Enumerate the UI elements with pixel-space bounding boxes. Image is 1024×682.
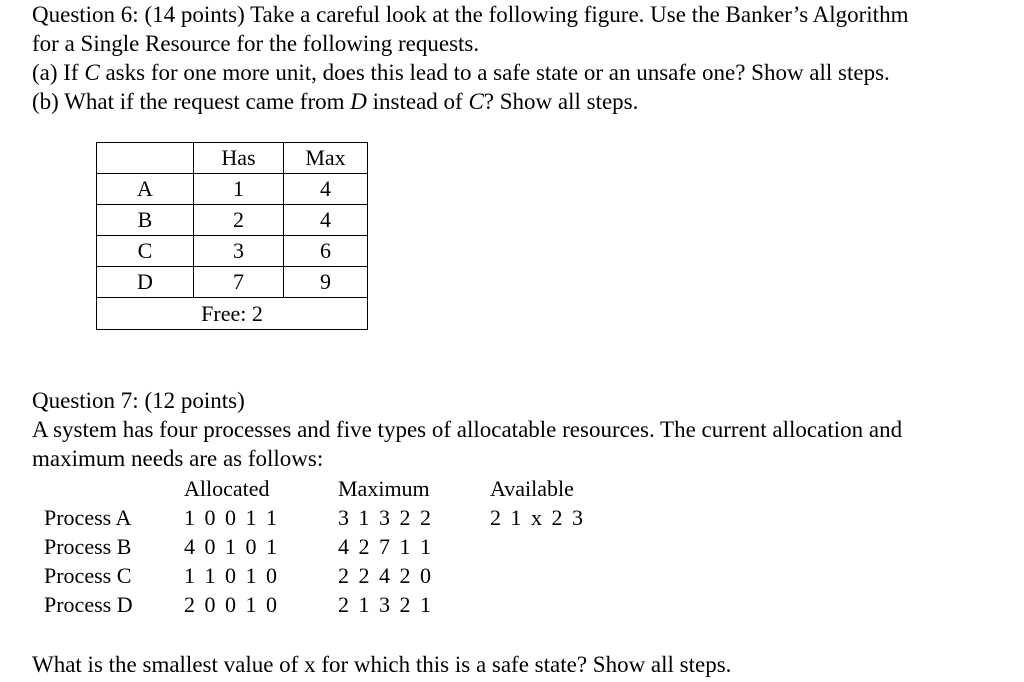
table-row: [97, 236, 368, 267]
q7-final-question: What is the smallest value of x for which this is a safe state? Show all steps.: [32, 652, 732, 677]
process-d-label: Process D: [44, 592, 133, 617]
row-has: 3: [194, 236, 284, 267]
q6-b-text-1: (b) What if the request came from: [32, 89, 351, 114]
q6-b-var-1: D: [350, 89, 367, 114]
row-name: B: [97, 205, 194, 236]
row-has: 1: [194, 174, 284, 205]
header-available: Available: [490, 476, 574, 501]
row-max: 4: [284, 174, 368, 205]
row-max: 6: [284, 236, 368, 267]
process-b-label: Process B: [44, 534, 132, 559]
process-b-allocated: 4 0 1 0 1: [184, 534, 279, 559]
process-a-label: Process A: [44, 505, 132, 530]
q6-line-1: Question 6: (14 points) Take a careful look at the following figure. Use the Banker’s Algorithm: [32, 2, 909, 27]
header-max: Max: [284, 143, 368, 174]
q7-line-3: maximum needs are as follows:: [32, 446, 324, 471]
bankers-table: [96, 142, 368, 330]
table-header-row: [97, 143, 368, 174]
q6-a-text-2: asks for one more unit, does this lead to a safe state or an unsafe one? Show all steps.: [99, 60, 890, 85]
row-name: C: [97, 236, 194, 267]
row-has: 2: [194, 205, 284, 236]
table-row: [97, 174, 368, 205]
process-b-maximum: 4 2 7 1 1: [338, 534, 433, 559]
free-resources: Free: 2: [97, 298, 368, 330]
header-allocated: Allocated: [184, 476, 270, 501]
process-a-allocated: 1 0 0 1 1: [184, 505, 279, 530]
q6-b-text-3: ? Show all steps.: [483, 89, 639, 114]
row-max: 9: [284, 267, 368, 298]
row-name: A: [97, 174, 194, 205]
process-c-allocated: 1 1 0 1 0: [184, 563, 279, 588]
process-c-label: Process C: [44, 563, 132, 588]
q7-line-2: A system has four processes and five types of allocatable resources. The current allocation and: [32, 417, 903, 442]
q6-a-var: C: [84, 60, 100, 85]
q6-question-b: [32, 87, 638, 116]
row-has: 7: [194, 267, 284, 298]
q6-line-2: for a Single Resource for the following requests.: [32, 31, 480, 56]
q6-question-a: [32, 58, 890, 87]
q6-b-text-2: instead of: [366, 89, 469, 114]
table-free-row: [97, 298, 368, 330]
process-c-maximum: 2 2 4 2 0: [338, 563, 433, 588]
table-row: [97, 205, 368, 236]
header-maximum: Maximum: [338, 476, 430, 501]
process-a-maximum: 3 1 3 2 2: [338, 505, 433, 530]
process-d-maximum: 2 1 3 2 1: [338, 592, 433, 617]
available-vector: 2 1 x 2 3: [490, 505, 585, 530]
process-d-allocated: 2 0 0 1 0: [184, 592, 279, 617]
table-row: [97, 267, 368, 298]
q7-line-1: Question 7: (12 points): [32, 388, 245, 413]
q6-a-text-1: (a) If: [32, 60, 85, 85]
q6-b-var-2: C: [468, 89, 484, 114]
header-blank: [97, 143, 194, 174]
row-max: 4: [284, 205, 368, 236]
header-has: Has: [194, 143, 284, 174]
row-name: D: [97, 267, 194, 298]
